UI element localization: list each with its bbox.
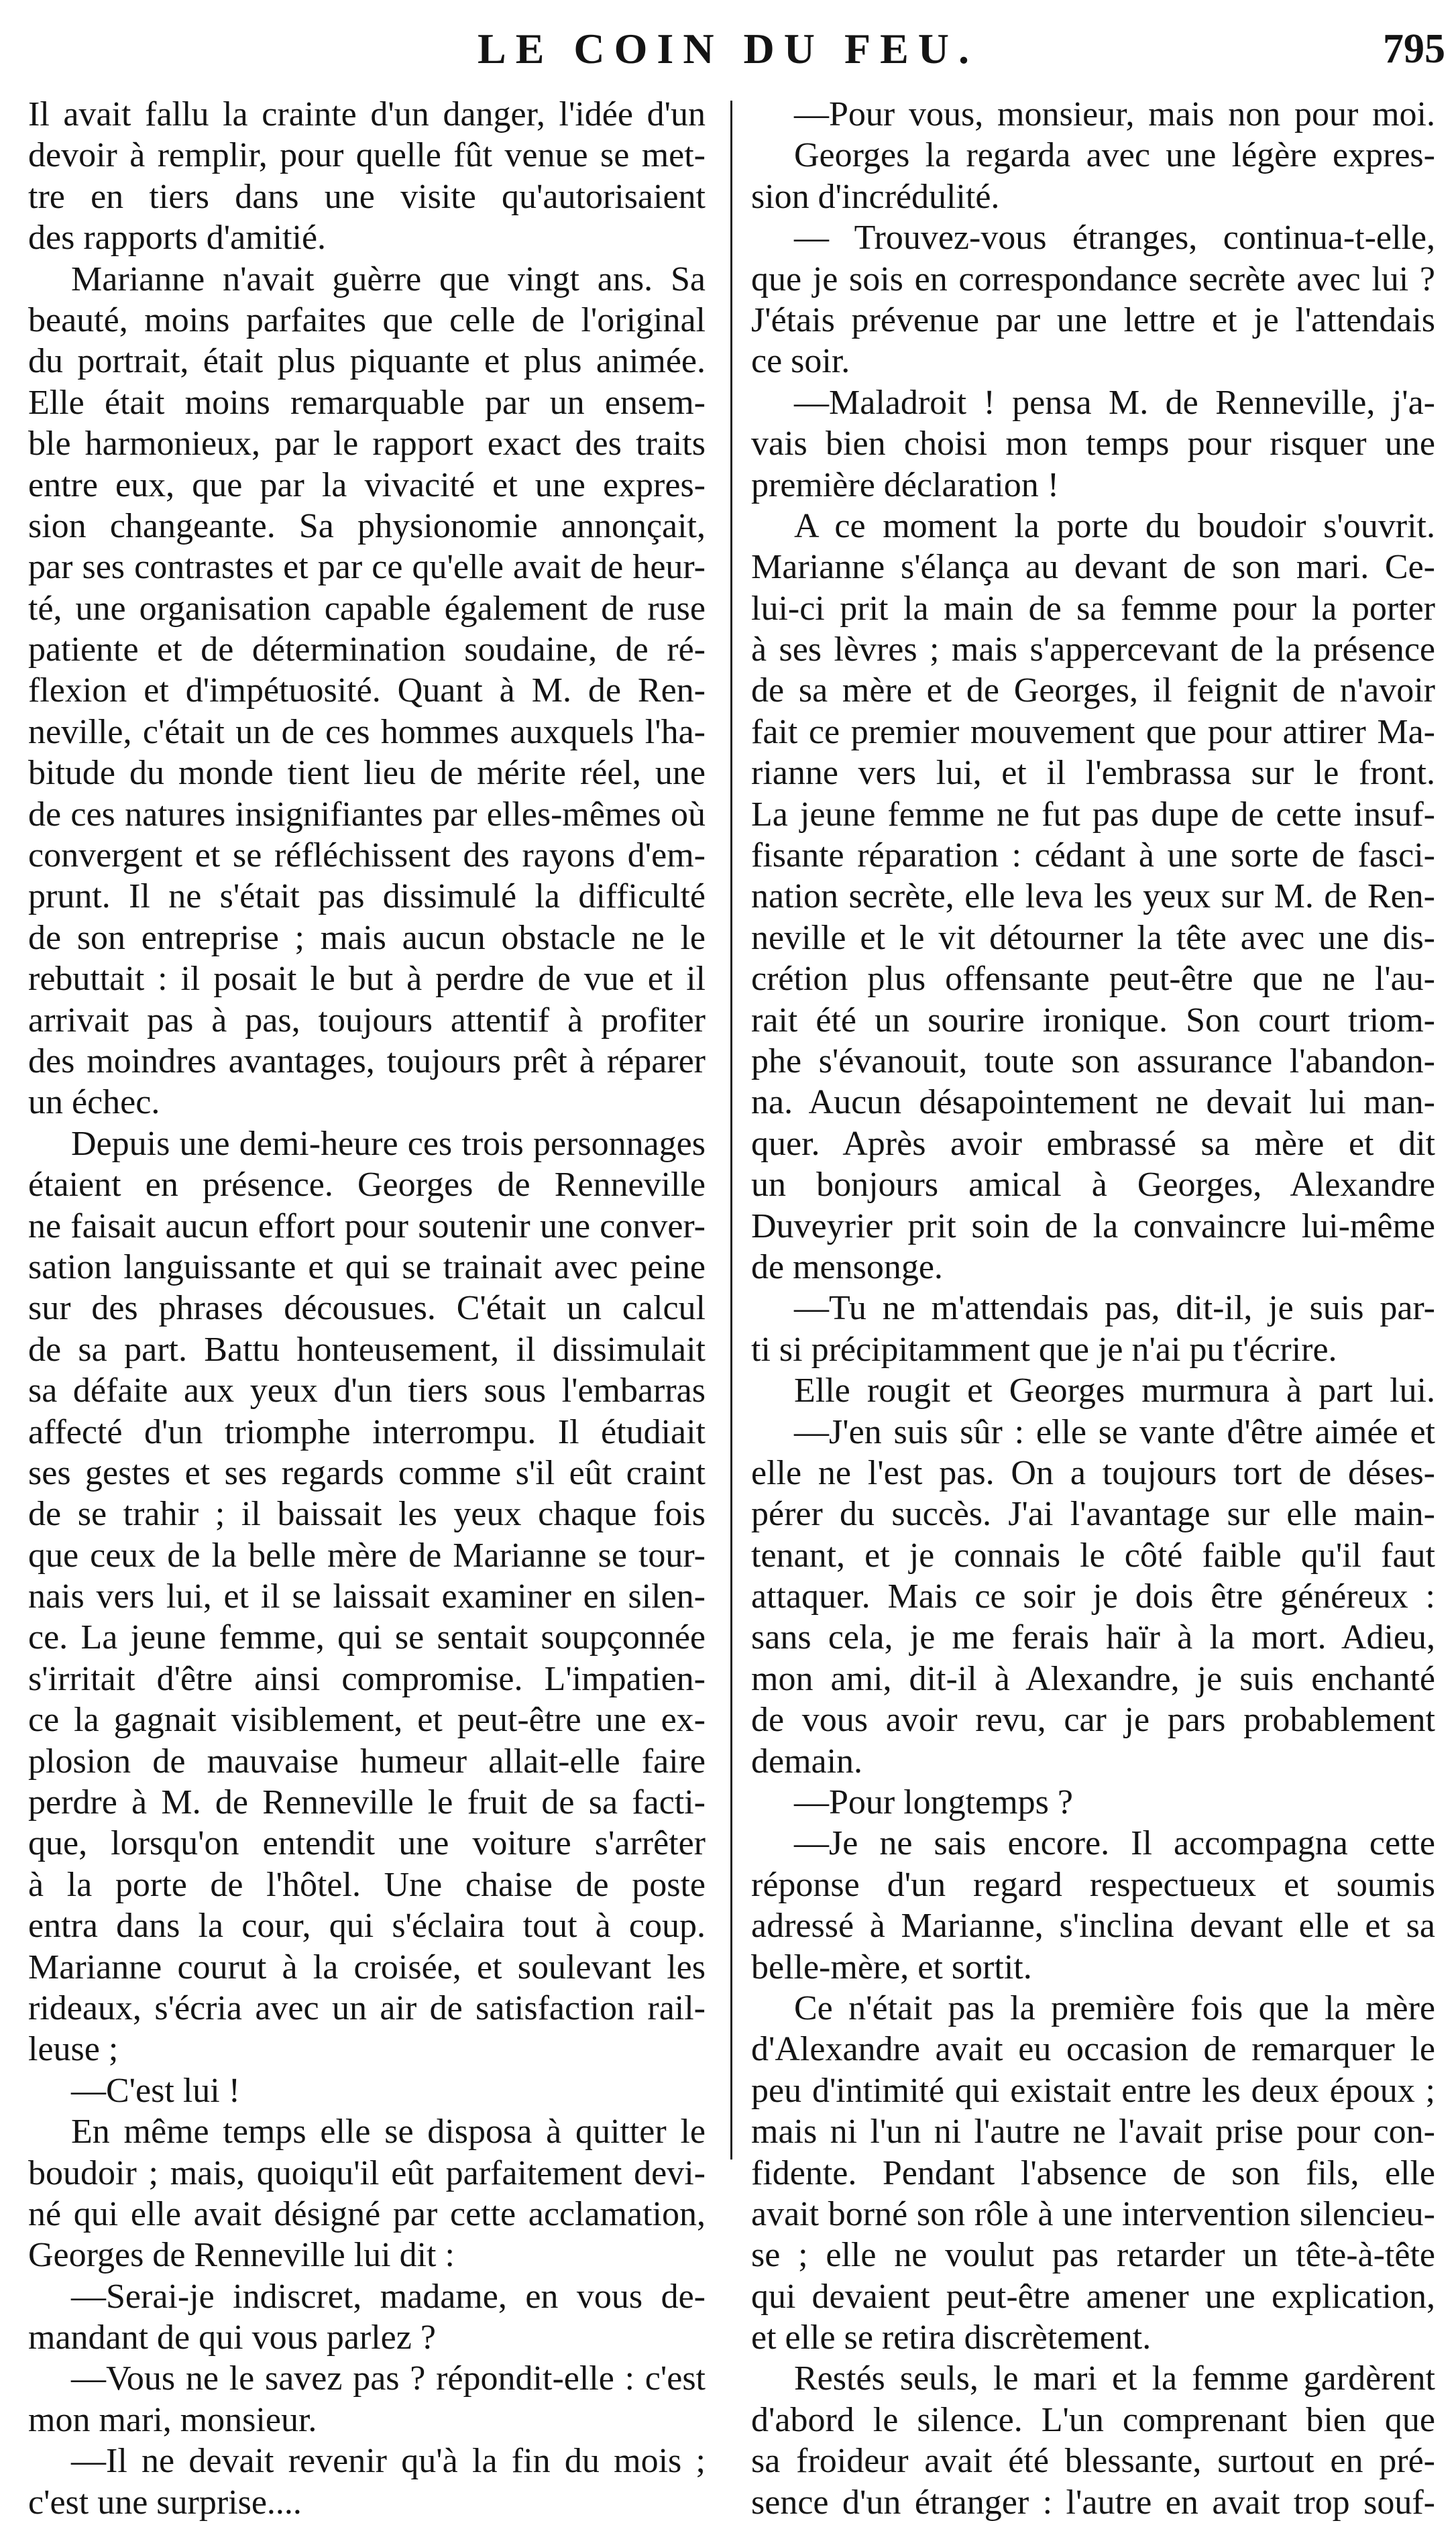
text-line: de se trahir ; il baissait les yeux chaque fois xyxy=(28,1495,706,1534)
text-line: na. Aucun désapointement ne devait lui man- xyxy=(751,1083,1435,1122)
text-line: des rapports d'amitié. xyxy=(28,219,327,258)
text-line: c'est une surprise.... xyxy=(28,2483,302,2522)
text-line: phe s'évanouit, toute son assurance l'abandon- xyxy=(751,1042,1435,1080)
text-line: boudoir ; mais, quoiqu'il eût parfaitement devi- xyxy=(28,2153,706,2192)
text-line: patiente et de détermination soudaine, de ré- xyxy=(28,630,706,669)
text-line: d'abord le silence. L'un comprenant bien que xyxy=(751,2400,1435,2439)
text-line: Georges de Renneville lui dit : xyxy=(28,2236,455,2275)
text-line: nation secrète, elle leva les yeux sur M. de Ren- xyxy=(751,877,1435,916)
text-line: leuse ; xyxy=(28,2030,119,2069)
text-line: demain. xyxy=(751,1742,863,1781)
text-line: entre eux, que par la vivacité et une expres- xyxy=(28,465,706,504)
text-line: tre en tiers dans une visite qu'autorisaient xyxy=(28,177,706,216)
text-line: Marianne courut à la croisée, et soulevant les xyxy=(28,1948,706,1986)
text-line: rideaux, s'écria avec un air de satisfaction rail- xyxy=(28,1988,706,2027)
text-line: ce soir. xyxy=(751,342,850,381)
text-line: que, lorsqu'on entendit une voiture s'arrêter xyxy=(28,1824,706,1863)
text-line: nais vers lui, et il se laissait examiner en silen- xyxy=(28,1577,706,1616)
text-line: mais ni l'un ni l'autre ne l'avait prise pour con- xyxy=(751,2113,1435,2151)
text-line: Georges la regarda avec une légère expres- xyxy=(794,136,1435,175)
text-line: —Vous ne le savez pas ? répondit-elle : c'est xyxy=(71,2359,706,2398)
text-line: belle-mère, et sortit. xyxy=(751,1948,1032,1986)
text-line: entra dans la cour, qui s'éclaira tout à coup. xyxy=(28,1907,706,1946)
text-line: tenant, et je connais le côté faible qu'il faut xyxy=(751,1536,1435,1575)
text-line: J'étais prévenue par une lettre et je l'attendais xyxy=(751,300,1435,339)
text-line: elle ne l'est pas. On a toujours tort de déses- xyxy=(751,1453,1435,1492)
text-line: beauté, moins parfaites que celle de l'original xyxy=(28,300,706,339)
text-line: ce. La jeune femme, qui se sentait soupçonnée xyxy=(28,1618,706,1657)
text-line: neville et le vit détourner la tête avec une dis- xyxy=(751,918,1435,957)
text-line: à la porte de l'hôtel. Une chaise de poste xyxy=(28,1865,706,1904)
text-line: pérer du succès. J'ai l'avantage sur elle main- xyxy=(751,1495,1435,1534)
text-line: adressé à Marianne, s'inclina devant elle et sa xyxy=(751,1907,1435,1946)
text-line: d'Alexandre avait eu occasion de remarquer le xyxy=(751,2030,1435,2069)
text-line: La jeune femme ne fut pas dupe de cette insuf- xyxy=(751,795,1435,834)
text-line: —Il ne devait revenir qu'à la fin du mois ; xyxy=(71,2442,706,2481)
text-line: —J'en suis sûr : elle se vante d'être aimée et xyxy=(794,1412,1435,1451)
text-line: sa froideur avait été blessante, surtout en pré- xyxy=(751,2442,1435,2481)
text-line: fisante réparation : cédant à une sorte de fasci- xyxy=(751,836,1435,875)
text-line: de son entreprise ; mais aucun obstacle ne le xyxy=(28,918,706,957)
text-line: du portrait, était plus piquante et plus animée. xyxy=(28,342,706,381)
text-line: flexion et d'impétuosité. Quant à M. de Ren- xyxy=(28,671,706,710)
text-line: plosion de mauvaise humeur allait-elle faire xyxy=(28,1742,706,1781)
text-line: sa défaite aux yeux d'un tiers sous l'embarras xyxy=(28,1371,706,1410)
text-line: prunt. Il ne s'était pas dissimulé la difficulté xyxy=(28,877,706,916)
left-column xyxy=(28,94,706,2522)
text-line: sion d'incrédulité. xyxy=(751,177,1000,216)
text-line: de sa mère et de Georges, il feignit de n'avoir xyxy=(751,671,1435,710)
text-line: sion changeante. Sa physionomie annonçait, xyxy=(28,506,706,545)
text-line: perdre à M. de Renneville le fruit de sa facti- xyxy=(28,1783,706,1822)
text-line: se ; elle ne voulut pas retarder un tête-à-tête xyxy=(751,2236,1435,2275)
text-line: s'irritait d'être ainsi compromise. L'impatien- xyxy=(28,1659,706,1698)
right-column xyxy=(751,94,1435,2522)
text-line: A ce moment la porte du boudoir s'ouvrit. xyxy=(794,506,1435,545)
text-line: à ses lèvres ; mais s'appercevant de la présence xyxy=(751,630,1435,669)
text-line: de mensonge. xyxy=(751,1247,943,1286)
text-line: mon ami, dit-il à Alexandre, je suis enchanté xyxy=(751,1659,1435,1698)
text-line: Ce n'était pas la première fois que la mère xyxy=(794,1988,1435,2027)
text-line: Marianne n'avait guèrre que vingt ans. Sa xyxy=(71,260,706,298)
text-line: —C'est lui ! xyxy=(71,2071,241,2110)
text-line: neville, c'était un de ces hommes auxquels l'ha- xyxy=(28,712,706,751)
text-line: té, une organisation capable également de ruse xyxy=(28,589,706,628)
text-line: rait été un sourire ironique. Son court triom- xyxy=(751,1001,1435,1040)
text-line: attaquer. Mais ce soir je dois être généreux : xyxy=(751,1577,1435,1616)
text-line: —Pour vous, monsieur, mais non pour moi. xyxy=(794,95,1435,133)
running-title: LE COIN DU FEU. xyxy=(478,25,978,72)
text-line: fidente. Pendant l'absence de son fils, elle xyxy=(751,2153,1435,2192)
text-line: rebuttait : il posait le but à perdre de vue et il xyxy=(28,960,706,999)
text-line: un échec. xyxy=(28,1083,160,1122)
text-line: En même temps elle se disposa à quitter le xyxy=(71,2113,706,2151)
text-line: étaient en présence. Georges de Renneville xyxy=(28,1166,706,1204)
text-line: fait ce premier mouvement que pour attirer Ma- xyxy=(751,712,1435,751)
text-line: sur des phrases décousues. C'était un calcul xyxy=(28,1289,706,1328)
text-line: que ceux de la belle mère de Marianne se tour- xyxy=(28,1536,706,1575)
text-line: et elle se retira discrètement. xyxy=(751,2318,1152,2357)
text-line: —Tu ne m'attendais pas, dit-il, je suis par- xyxy=(794,1289,1435,1328)
text-line: un bonjours amical à Georges, Alexandre xyxy=(751,1166,1435,1204)
text-line: réponse d'un regard respectueux et soumis xyxy=(751,1865,1435,1904)
text-line: sence d'un étranger : l'autre en avait trop souf- xyxy=(751,2483,1435,2522)
text-line: mon mari, monsieur. xyxy=(28,2400,317,2439)
text-line: Marianne s'élança au devant de son mari. Ce- xyxy=(751,548,1435,587)
column-divider xyxy=(730,101,732,2160)
text-line: de sa part. Battu honteusement, il dissimulait xyxy=(28,1330,706,1369)
text-line: Il avait fallu la crainte d'un danger, l'idée d'un xyxy=(28,95,706,133)
text-line: que je sois en correspondance secrète avec lui ? xyxy=(751,260,1435,298)
text-line: ses gestes et ses regards comme s'il eût craint xyxy=(28,1453,706,1492)
text-line: première déclaration ! xyxy=(751,465,1060,504)
text-line: quer. Après avoir embrassé sa mère et dit xyxy=(751,1124,1435,1163)
text-line: rianne vers lui, et il l'embrassa sur le front. xyxy=(751,754,1435,793)
text-line: sans cela, je me ferais haïr à la mort. Adieu, xyxy=(751,1618,1435,1657)
text-line: mandant de qui vous parlez ? xyxy=(28,2318,436,2357)
text-line: né qui elle avait désigné par cette acclamation, xyxy=(28,2194,706,2233)
text-line: ne faisait aucun effort pour soutenir une conver- xyxy=(28,1207,706,1245)
text-line: vais bien choisi mon temps pour risquer une xyxy=(751,425,1435,463)
text-line: peu d'intimité qui existait entre les deux époux ; xyxy=(751,2071,1435,2110)
text-line: ble harmonieux, par le rapport exact des traits xyxy=(28,425,706,463)
text-line: de ces natures insignifiantes par elles-mêmes où xyxy=(28,795,706,834)
text-line: Restés seuls, le mari et la femme gardèrent xyxy=(794,2359,1435,2398)
text-line: Elle était moins remarquable par un ensem- xyxy=(28,383,706,422)
text-line: avait borné son rôle à une intervention silencieu- xyxy=(751,2194,1435,2233)
text-line: qui devaient peut-être amener une explication, xyxy=(751,2277,1435,2316)
text-line: de vous avoir revu, car je pars probablement xyxy=(751,1701,1435,1740)
text-line: affecté d'un triomphe interrompu. Il étudiait xyxy=(28,1412,706,1451)
text-line: — Trouvez-vous étranges, continua-t-elle, xyxy=(794,219,1435,258)
text-line: Depuis une demi-heure ces trois personnages xyxy=(71,1124,706,1163)
text-line: arrivait pas à pas, toujours attentif à profiter xyxy=(28,1001,706,1040)
text-line: crétion plus offensante peut-être que ne l'au- xyxy=(751,960,1435,999)
text-line: Duveyrier prit soin de la convaincre lui-même xyxy=(751,1207,1435,1245)
text-line: —Je ne sais encore. Il accompagna cette xyxy=(794,1824,1435,1863)
text-line: des moindres avantages, toujours prêt à réparer xyxy=(28,1042,706,1080)
text-line: bitude du monde tient lieu de mérite réel, une xyxy=(28,754,706,793)
text-line: ti si précipitamment que je n'ai pu t'écrire. xyxy=(751,1330,1337,1369)
running-head xyxy=(0,12,1456,86)
text-line: par ses contrastes et par ce qu'elle avait de heur- xyxy=(28,548,706,587)
text-line: —Maladroit ! pensa M. de Renneville, j'a- xyxy=(794,383,1435,422)
text-line: sation languissante et qui se trainait avec peine xyxy=(28,1247,706,1286)
text-line: —Serai-je indiscret, madame, en vous de- xyxy=(71,2277,706,2316)
text-line: devoir à remplir, pour quelle fût venue se met- xyxy=(28,136,706,175)
text-line: convergent et se réfléchissent des rayons d'em- xyxy=(28,836,706,875)
page-number: 795 xyxy=(1383,26,1445,72)
text-line: ce la gagnait visiblement, et peut-être une ex- xyxy=(28,1701,706,1740)
text-line: —Pour longtemps ? xyxy=(794,1783,1073,1822)
text-line: lui-ci prit la main de sa femme pour la porter xyxy=(751,589,1435,628)
text-line: Elle rougit et Georges murmura à part lui. xyxy=(794,1371,1435,1410)
